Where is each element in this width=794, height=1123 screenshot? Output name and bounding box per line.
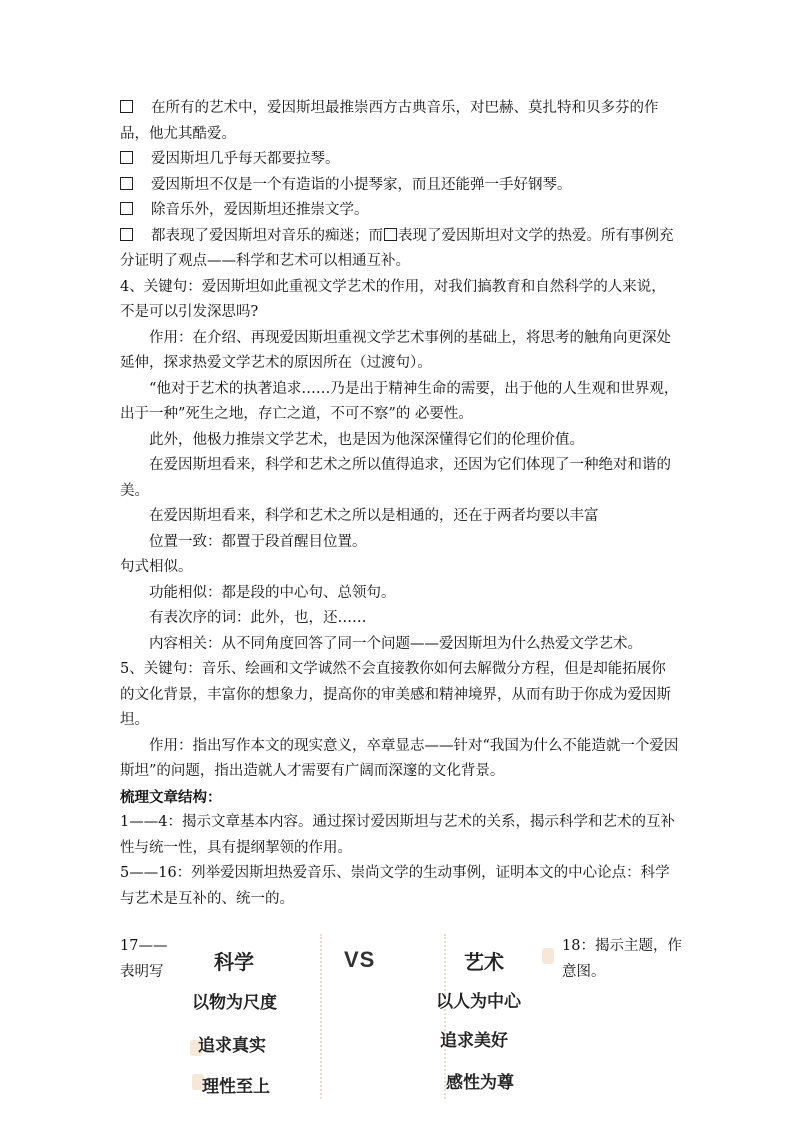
paragraph: 1——4：揭示文章基本内容。通过探讨爱因斯坦与艺术的关系，揭示科学和艺术的互补性与统一性，具有提纲挈领的作用。 [120, 814, 675, 856]
checkbox-icon [120, 151, 133, 164]
paragraph: 位置一致：都置于段首醒目位置。 [149, 533, 367, 550]
checkbox-icon [120, 177, 133, 190]
paragraph: 在爱因斯坦看来，科学和艺术之所以是相通的，还在于两者均要以丰富 [149, 508, 599, 524]
list-item: 在所有的艺术中，爱因斯坦最推崇西方古典音乐，对巴赫、莫扎特和贝多芬的作品，他尤其酷爱。 [120, 100, 659, 142]
divider-line [320, 934, 322, 1099]
paragraph: 内容相关：从不同角度回答了同一个问题——爱因斯坦为什么热爱文学艺术。 [149, 635, 642, 652]
art-heading: 艺术 [464, 950, 504, 974]
list-item: 都表现了爱因斯坦对音乐的痴迷；而 表现了爱因斯坦对文学的热爱。所有事例充分证明了观点——科学和艺术可以相通互补。 [120, 227, 674, 269]
list-item: 爱因斯坦不仅是一个有造诣的小提琴家，而且还能弹一手好钢琴。 [120, 173, 680, 199]
vs-label: VS [344, 947, 376, 972]
decoration-icon [542, 948, 554, 964]
science-item: 追求真实 [198, 1036, 266, 1056]
art-item: 感性为尊 [446, 1073, 514, 1093]
checkbox-icon [120, 100, 133, 113]
science-heading: 科学 [214, 950, 254, 974]
art-item: 追求美好 [440, 1031, 508, 1051]
list-item: 除音乐外，爱因斯坦还推崇文学。 [120, 198, 680, 224]
paragraph: 在爱因斯坦看来，科学和艺术之所以值得追求，还因为它们体现了一种绝对和谐的美。 [120, 457, 671, 499]
right-note: 18：揭示主题，作意图。 [562, 938, 682, 980]
paragraph: 作用：指出写作本文的现实意义，卒章显志——针对“我国为什么不能造就一个爱因斯坦”的问题，指出造就人才需要有广阔而深邃的文化背景。 [120, 737, 679, 779]
paragraph: “他对于艺术的执著追求……乃是出于精神生命的需要，出于他的人生观和世界观，出于一种”死生之地，存亡之道，不可不察”的 必要性。 [120, 380, 679, 422]
science-item: 理性至上 [202, 1077, 270, 1097]
paragraph: 5——16：列举爱因斯坦热爱音乐、崇尚文学的生动事例，证明本文的中心论点：科学与艺术是互补的、统一的。 [120, 865, 670, 907]
paragraph: 4、关键句：爱因斯坦如此重视文学艺术的作用，对我们搞教育和自然科学的人来说，不是可以引发深思吗? [120, 278, 666, 320]
paragraph: 功能相似：都是段的中心句、总领句。 [149, 584, 396, 601]
paragraph: 此外，他极力推崇文学艺术，也是因为他深深懂得它们的伦理价值。 [149, 431, 584, 448]
checkbox-icon [384, 228, 397, 241]
paragraph: 作用：在介绍、再现爱因斯坦重视文学艺术事例的基础上，将思考的触角向更深处延伸，探求热爱文学艺术的原因所在（过渡句）。 [120, 329, 671, 371]
left-note: 17——表明写 [120, 938, 168, 980]
checkbox-icon [120, 228, 133, 241]
art-item: 以人为中心 [436, 992, 521, 1012]
checkbox-icon [120, 202, 133, 215]
section-heading: 梳理文章结构： [120, 788, 222, 806]
list-item: 爱因斯坦几乎每天都要拉琴。 [120, 147, 680, 173]
body-text [120, 96, 680, 912]
paragraph: 有表次序的词：此外，也，还…… [149, 610, 367, 626]
paragraph: 句式相似。 [120, 559, 193, 575]
science-item: 以物为尺度 [192, 993, 277, 1013]
comparison-figure [180, 934, 552, 1104]
paragraph: 5、关键句：音乐、绘画和文学诚然不会直接教你如何去解微分方程，但是却能拓展你的文化背景，丰富你的想象力，提高你的审美感和精神境界，从而有助于你成为爱因斯坦。 [120, 661, 671, 728]
